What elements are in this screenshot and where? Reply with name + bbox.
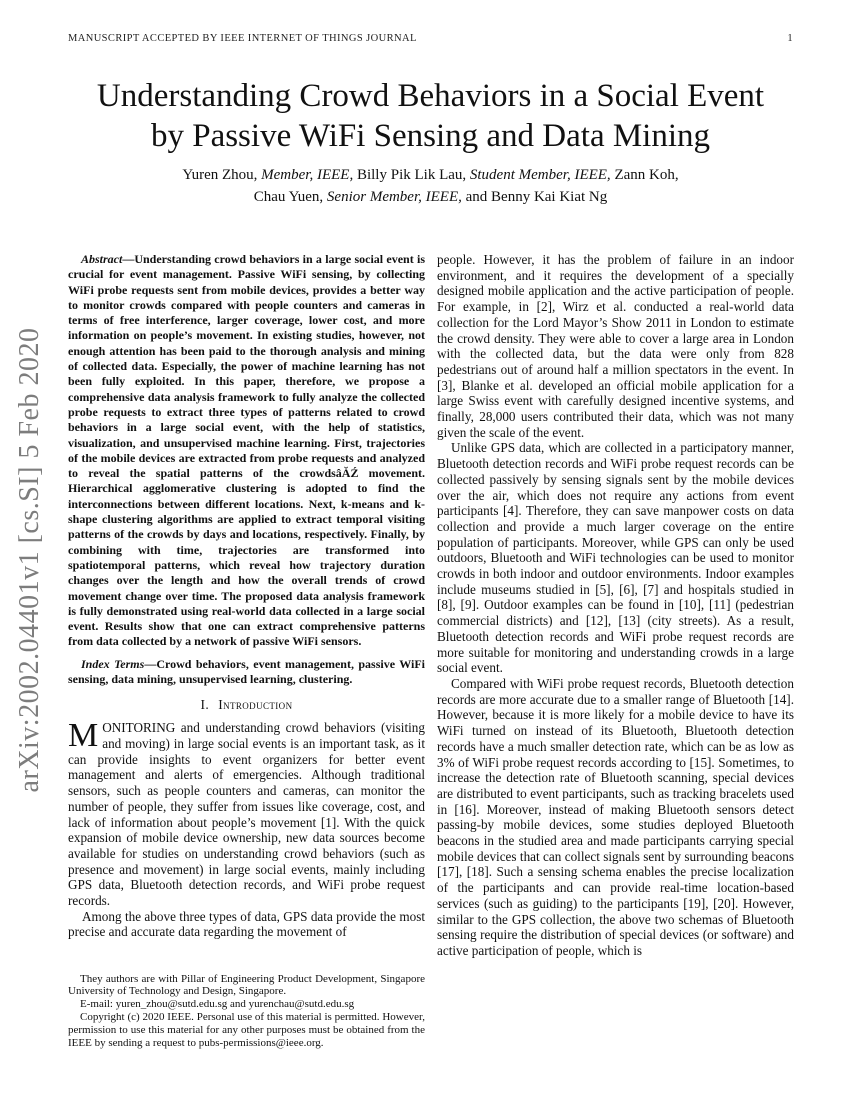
footnote-email: E-mail: yuren_zhou@sutd.edu.sg and yurenchau@sutd.edu.sg [80, 998, 355, 1011]
section-title: Introduction [218, 697, 293, 713]
abstract-label: Abstract [81, 252, 123, 266]
paper-title-line-2: by Passive WiFi Sensing and Data Mining [150, 118, 711, 154]
author-name: Chau Yuen, [253, 189, 327, 205]
intro-paragraph-1 [68, 717, 425, 909]
index-terms-label: Index Terms [81, 656, 145, 671]
index-terms-paragraph [68, 657, 425, 688]
running-header [68, 33, 793, 44]
two-column-body [68, 252, 794, 1054]
author-name: Zann Koh, [610, 167, 679, 183]
author-footnote [68, 973, 425, 1050]
dropcap-letter: M [68, 717, 99, 755]
author-name: and Benny Kai Kiat Ng [461, 189, 608, 205]
intro-paragraph-1-text: ONITORING and understanding crowd behaviors (visiting and moving) in large social events is an important task, as it can provide insights to event organizers for better event management and alerts of emergencies. Although traditional sensors, such as people counters and cameras, can monitor the number of people, they suffer from issues like coverage, cost, and lack of information about people’s movement [1]. With the quick expansion of mobile device ownership, new data sources become available for studies on understanding crowd behaviors (such as presence and movement) in large social events, mainly including GPS data, Bluetooth detection records, and WiFi probe request records. [68, 720, 425, 909]
section-number: I. [200, 697, 210, 713]
page-number: 1 [787, 33, 793, 44]
body-paragraph: Compared with WiFi probe request records, Bluetooth detection records are more accurate due to a smaller range of Bluetooth [14]. However, because it is more likely for a mobile device to have its WiFi turned on instead of its Bluetooth, Bluetooth detection records have a much smaller detection rate, which can be as low as 3% of WiFi probe request records according to [15]. Sometimes, to increase the detection rate of Bluetooth scanning, special devices are distributed to event participants, such as tracking bracelets used in [16]. Moreover, instead of making Bluetooth sensors detect passing-by mobile devices, some studies deployed Bluetooth beacons in the studied area and made participants carrying special mobile devices that can collect signals sent by surrounding beacons [17], [18]. Such a sensing schema enables the precise localization of the participants and can provide real-time location-based services (such as guiding) to the participants [19], [20]. However, similar to the GPS collection, the above two schemas of Bluetooth sensing require the distribution of special devices (or software) and active participation of people, which is [437, 675, 794, 958]
abstract-paragraph [68, 252, 425, 650]
arxiv-watermark: arXiv:2002.04401v1 [cs.SI] 5 Feb 2020 [14, 327, 45, 793]
body-paragraph: people. However, it has the problem of failure in an indoor environment, and it requires the development of a specially designed mobile application and the active participation of people. For example, in [2], Wirz et al. conducted a real-world data collection for the Lord Mayor’s Show 2011 in London to estimate the crowd density. They were able to cover a large area in London with the collected data, but the data were only from 828 pedestrians out of around half a million spectators in the event. In [3], Blanke et al. developed an official mobile application for a large Swiss event with carefully designed incentive systems, and finally, 28,000 users contributed their data, which was not many given the scale of the event. [437, 252, 794, 440]
author-role: Student Member, IEEE, [469, 167, 611, 183]
author-name: Yuren Zhou, [182, 167, 262, 183]
paper-title-line-1: Understanding Crowd Behaviors in a Social Event [96, 78, 765, 114]
intro-paragraph-2: Among the above three types of data, GPS data provide the most precise and accurate data regarding the movement of [68, 908, 425, 940]
author-name: Billy Pik Lik Lau, [353, 167, 470, 183]
footnote-affiliation: They authors are with Pillar of Engineering Product Development, Singapore University of Technology and Design, Singapore. [68, 972, 425, 998]
left-column [68, 252, 425, 1054]
right-column [437, 252, 794, 1054]
abstract-text: —Understanding crowd behaviors in a large social event is crucial for event management. Passive WiFi sensing, by collecting WiFi probe requests sent from mobile devices, provides a better way to monitor crowds compared with people counters and cameras in terms of free interference, larger coverage, lower cost, and more information on people’s movement. In existing studies, however, not enough attention has been paid to the thorough analysis and mining of collected data. Especially, the power of machine learning has not been fully exploited. In this paper, therefore, we propose a comprehensive data analysis framework to fully analyze the collected probe requests to extract three types of patterns related to crowd behaviors in a large social event, with the help of statistics, visualization, and unsupervised machine learning. First, trajectories of the mobile devices are extracted from probe requests and analyzed to reveal the spatial patterns of the crowdsâĂŹ movement. Hierarchical agglomerative clustering is adopted to find the interconnections between different locations. Next, k-means and k-shape clustering algorithms are applied to extract temporal visiting patterns of the crowds by days and locations, respectively. Finally, by combining with time, trajectories are transformed into spatiotemporal patterns, which reveal how trajectory duration changes over the length and how the overall trends of crowd movement change over time. The proposed data analysis framework is fully demonstrated using real-world data collected in a large social event. Results show that one can extract comprehensive patterns from data collected by a network of passive WiFi sensors. [68, 252, 425, 649]
section-heading-introduction [68, 697, 425, 713]
body-paragraph: Unlike GPS data, which are collected in a participatory manner, Bluetooth detection records and WiFi probe request records can be collected passively by sensing signals sent by the mobile devices over the air, which does not require any actions from event participants [4]. Therefore, they can save manpower costs on data collection and provide a much larger coverage on the entire population of participants. Moreover, while GPS can only be used outdoors, Bluetooth and WiFi technologies can be used to monitor crowds in both indoor and outdoor environments. Indoor examples include museums studied in [5], [6], [7] and hospitals studied in [8], [9]. Outdoor examples can be found in [10], [11] (pedestrian commercial districts) and [12], [13] (city streets). As a result, Bluetooth detection records and WiFi probe request records are more suitable for monitoring and understanding crowds in a large social event. [437, 440, 794, 676]
author-line-1 [68, 164, 793, 186]
paper-title [68, 76, 793, 156]
author-line-2 [68, 186, 793, 208]
index-terms-text: —Crowd behaviors, event management, passive WiFi sensing, data mining, unsupervised learning, clustering. [68, 656, 425, 687]
author-role: Member, IEEE, [261, 167, 354, 183]
author-list [68, 164, 793, 208]
author-role: Senior Member, IEEE, [326, 189, 462, 205]
header-journal-note: MANUSCRIPT ACCEPTED BY IEEE INTERNET OF THINGS JOURNAL [68, 33, 417, 44]
footnote-copyright: Copyright (c) 2020 IEEE. Personal use of this material is permitted. However, permission to use this material for any other purposes must be obtained from the IEEE by sending a request to pubs-permissions@ieee.org. [68, 1011, 425, 1050]
